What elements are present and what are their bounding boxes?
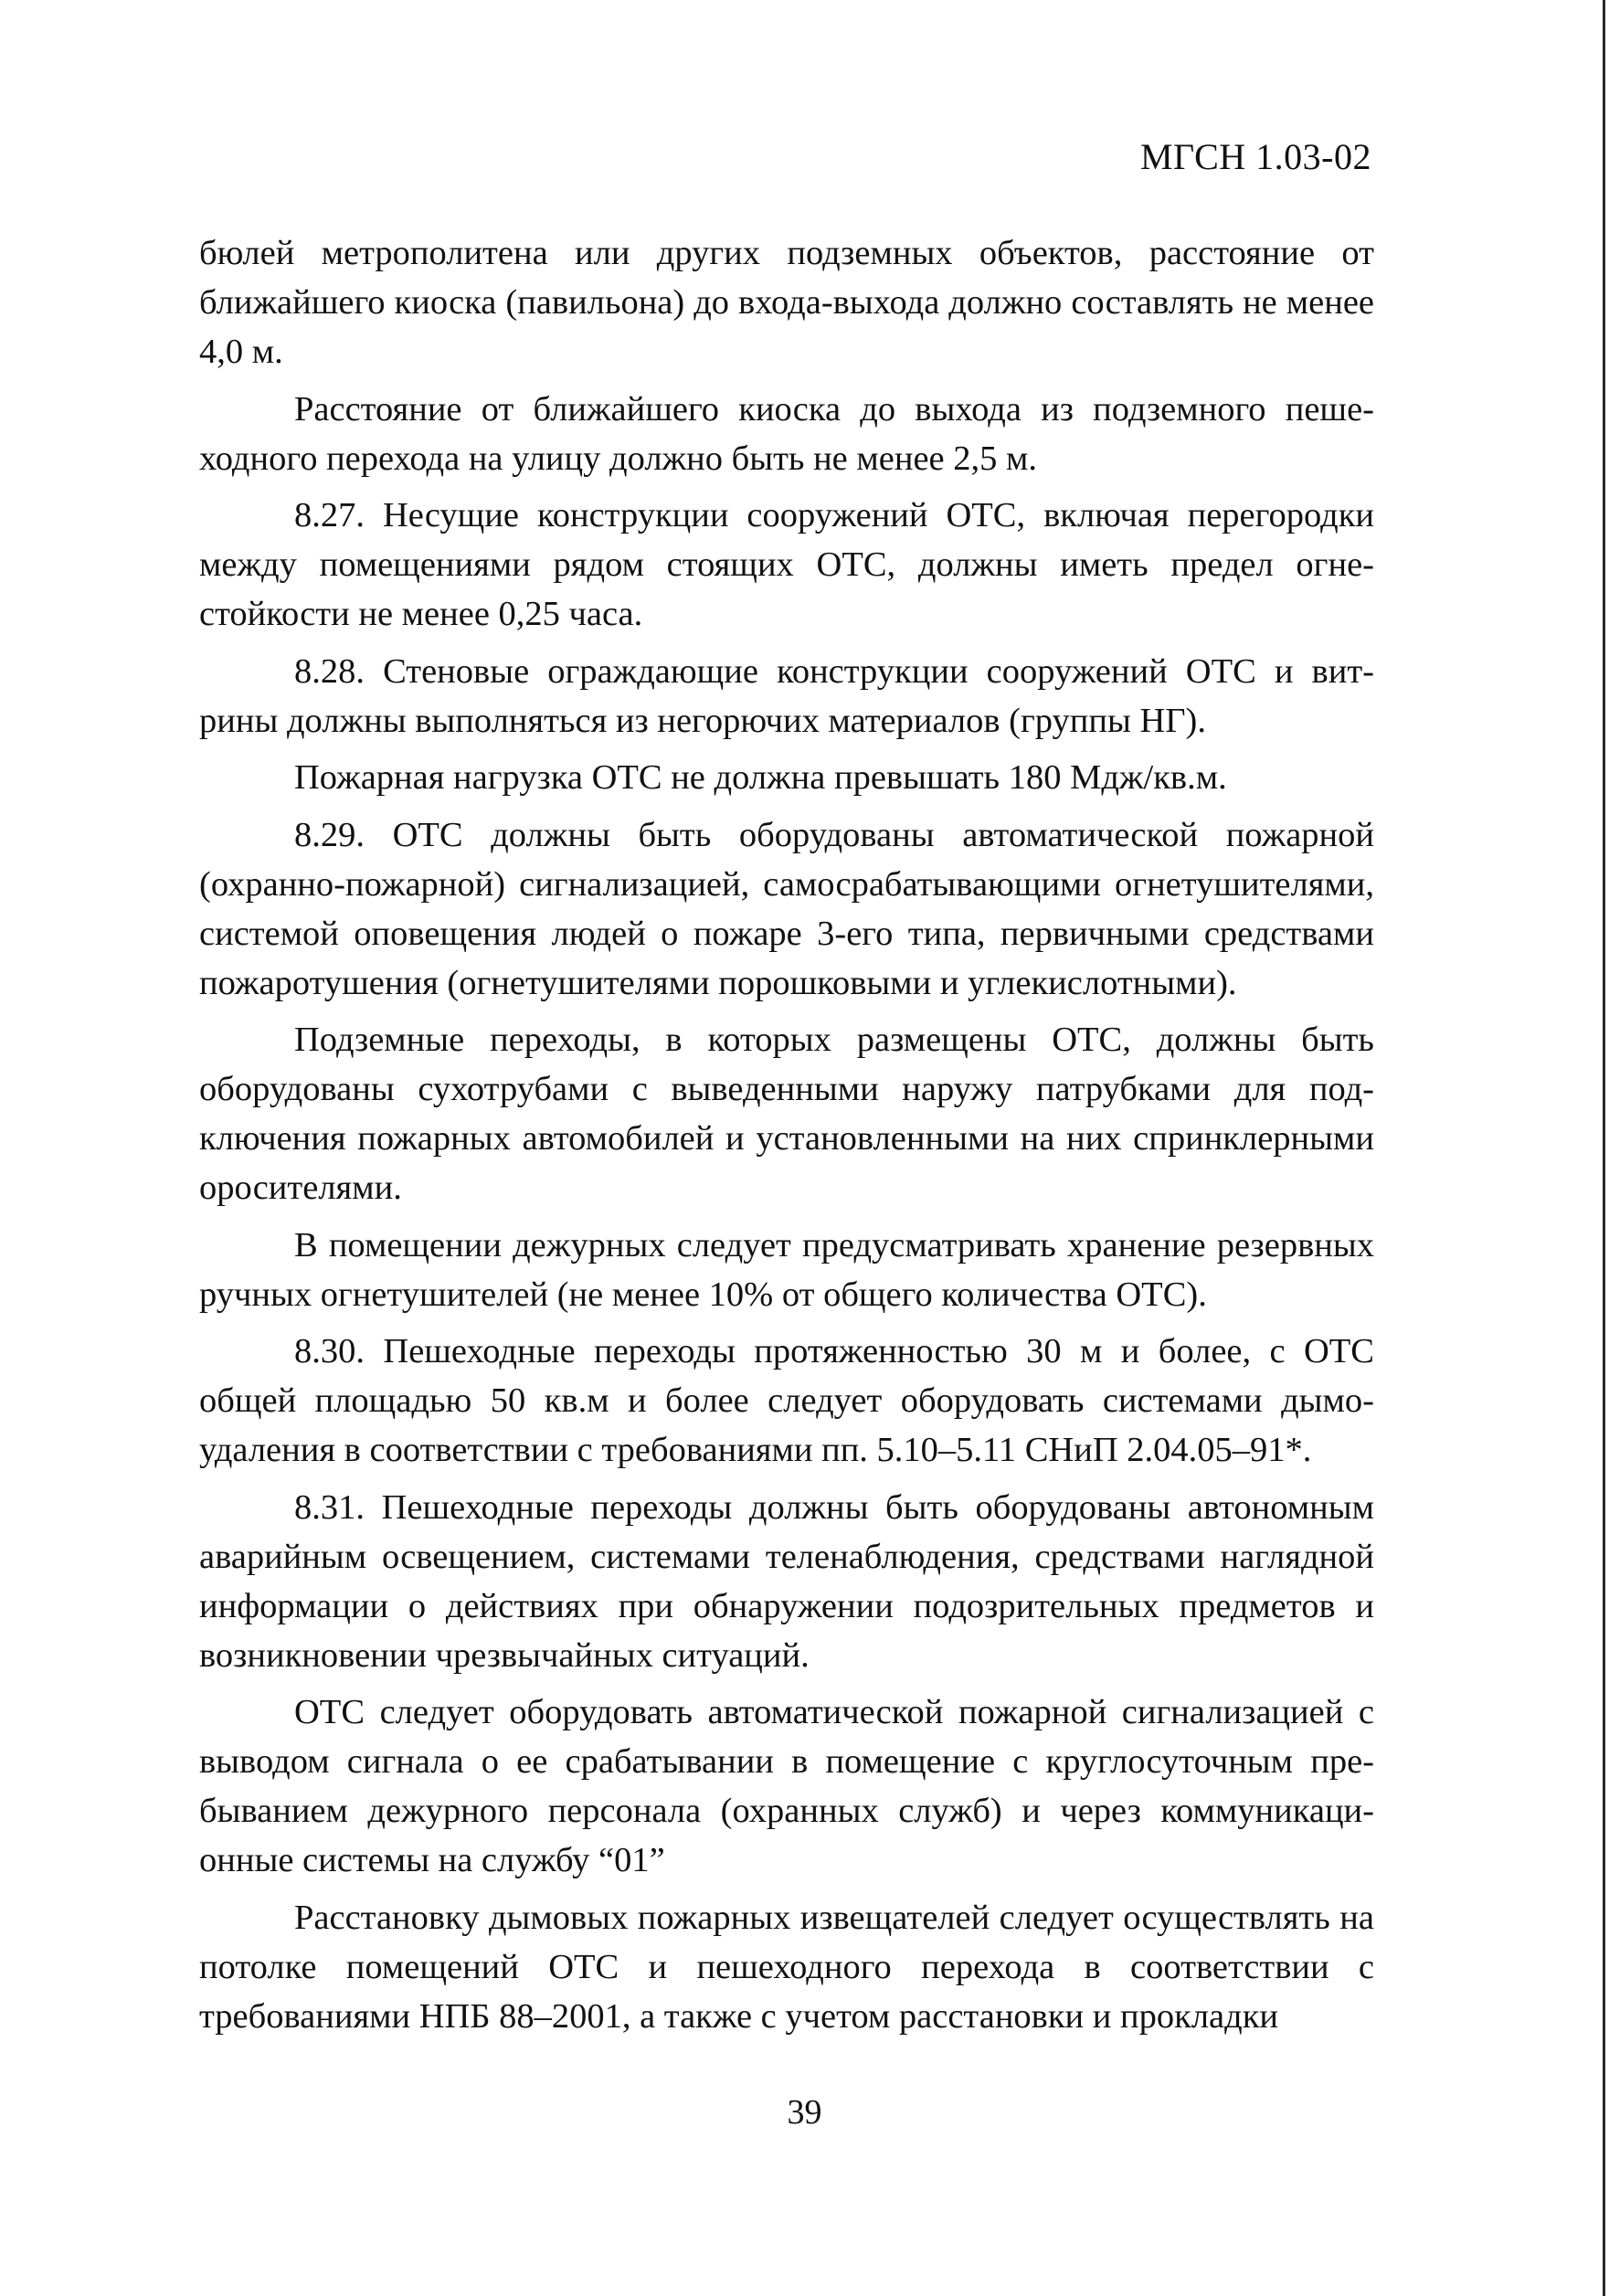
paragraph-8-27: 8.27. Несущие конструкции сооружений ОТС, включая перегородки между помещениями рядом стоящих ОТС, должны иметь предел огнестойкости не менее 0,25 часа.	[199, 496, 1374, 633]
paragraph-8-29: 8.29. ОТС должны быть оборудованы автоматической пожарной (охранно-пожарной) сигнализацией, самосрабатывающими огнетушителями, системой оповещения людей о пожаре 3-его типа, первичными средствами пожаротушения (огнетушителями порошковыми и углекислотными).	[199, 815, 1374, 1002]
page-number: 39	[787, 2093, 822, 2132]
paragraph-8-31: 8.31. Пешеходные переходы должны быть оборудованы автономным аварийным освещением, системами теленаблюдения, средствами наглядной информации о действиях при обнаружении подозрительных предметов и возникновении чрезвычайных ситуаций.	[199, 1487, 1374, 1675]
paragraph-fire-load: Пожарная нагрузка ОТС не должна превышать 180 Мдж/кв.м.	[294, 758, 1227, 797]
paragraph-kiosk-distance: Расстояние от ближайшего киоска до выхода из подземного пешеходного перехода на улицу должно быть не менее 2,5 м.	[199, 389, 1374, 478]
paragraph-fire-alarm: ОТС следует оборудовать автоматической пожарной сигнализацией с выводом сигнала о ее срабатывании в помещение с круглосуточным пребыванием дежурного персонала (охранных служб) и через коммуникационные системы на службу “01”	[199, 1693, 1374, 1879]
paragraph-8-30: 8.30. Пешеходные переходы протяженностью 30 м и более, с ОТС общей площадью 50 кв.м и более следует оборудовать системами дымоудаления в соответствии с требованиями пп. 5.10–5.11 СНиП 2.04.05–91*.	[199, 1332, 1374, 1469]
paragraph-8-28: 8.28. Стеновые ограждающие конструкции сооружений ОТС и витрины должны выполняться из негорючих материалов (группы НГ).	[199, 651, 1374, 740]
document-code: МГСН 1.03-02	[1139, 136, 1371, 177]
page-edge-line	[1603, 0, 1605, 2296]
paragraph-underground-passages: Подземные переходы, в которых размещены ОТС, должны быть оборудованы сухотрубами с выведенными наружу патрубками для подключения пожарных автомобилей и установленными на них спринклерными оросителями.	[199, 1021, 1374, 1207]
paragraph-duty-room: В помещении дежурных следует предусматривать хранение резервных ручных огнетушителей (не менее 10% от общего количества ОТС).	[199, 1225, 1374, 1314]
paragraph-smoke-detectors: Расстановку дымовых пожарных извещателей следует осуществлять на потолке помещений ОТС и пешеходного перехода в соответствии с требованиями НПБ 88–2001, а также с учетом расстановки и прокладки	[199, 1898, 1374, 2036]
body-text	[199, 228, 1374, 2041]
paragraph-continuation: бюлей метрополитена или других подземных объектов, расстояние от ближайшего киоска (павильона) до входа-выхода должно составлять не менее 4,0 м.	[199, 234, 1374, 371]
